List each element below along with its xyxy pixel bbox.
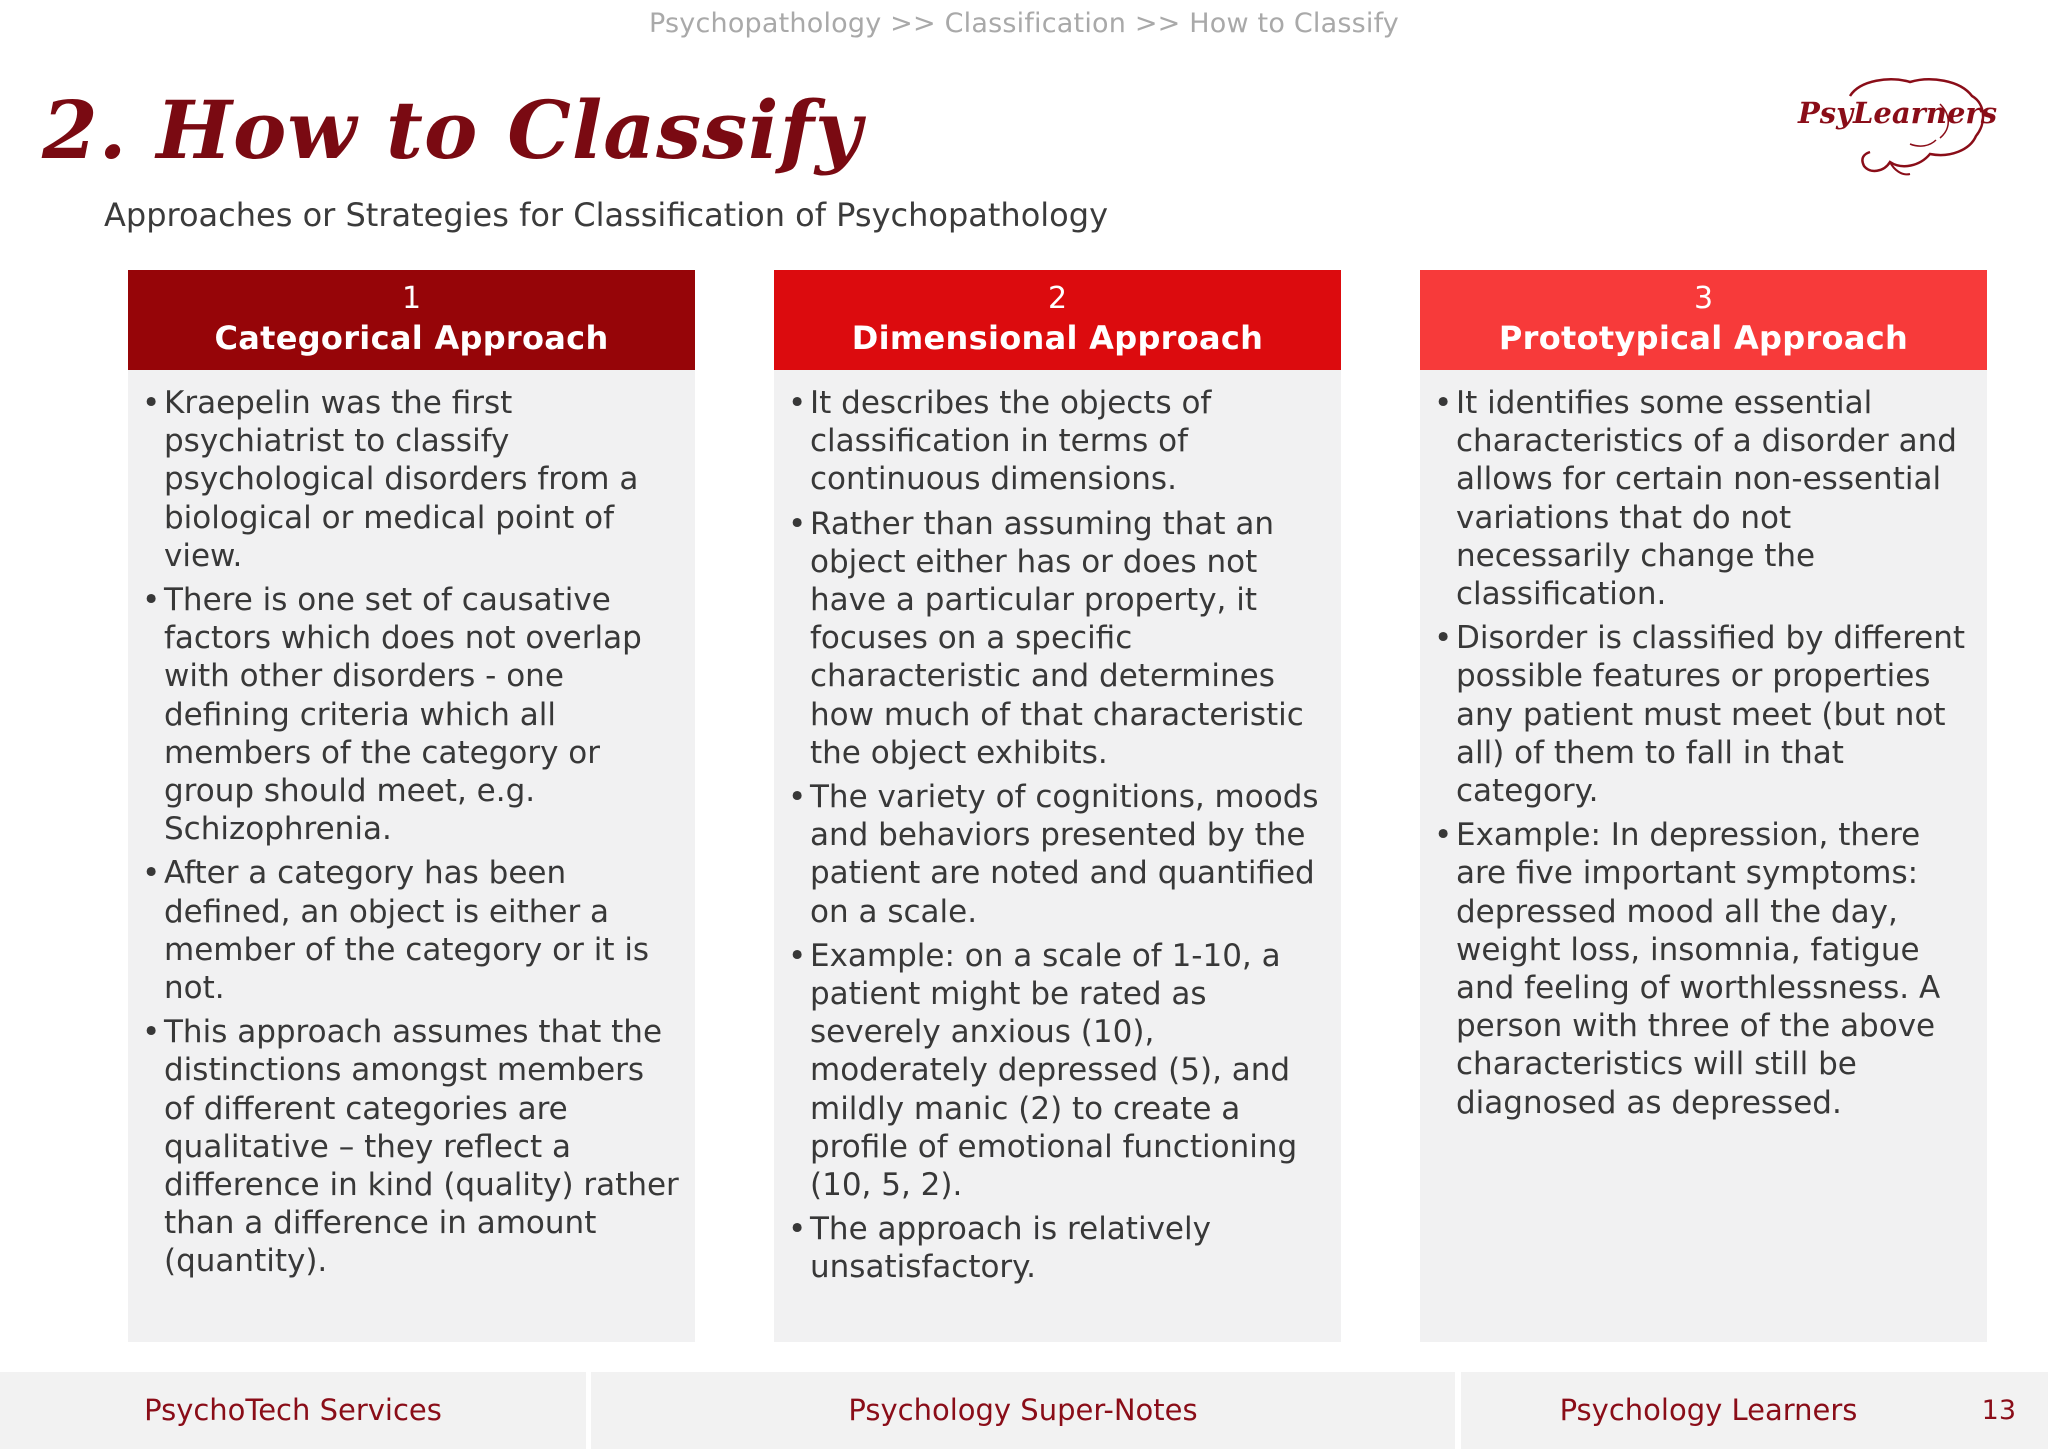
bullet-item: • It describes the objects of classification in terms of continuous dimensions. — [786, 384, 1327, 499]
bullet-item: • Example: In depression, there are five important symptoms: depressed mood all the day, weight loss, insomnia, fatigue and feeling of worthlessness. A person with three of the above characteristics will still be diagnosed as depressed. — [1432, 816, 1973, 1122]
bullet-item: • Disorder is classified by different possible features or properties any patient must meet (but not all) of them to fall in that category. — [1432, 619, 1973, 810]
bullet-item: • It identifies some essential characteristics of a disorder and allows for certain non-essential variations that do not necessarily change the classification. — [1432, 384, 1973, 613]
categorical-approach-card — [128, 270, 695, 1342]
breadcrumb: Psychopathology >> Classification >> How to Classify — [649, 8, 1399, 39]
card-title: Prototypical Approach — [1498, 319, 1909, 357]
psylearners-logo — [1790, 74, 1998, 184]
card-title: Dimensional Approach — [851, 319, 1264, 357]
bullet-item: • This approach assumes that the distinctions amongst members of different categories are qualitative – they reflect a difference in kind (quality) rather than a difference in amount (quantity). — [140, 1013, 681, 1280]
card-number: 3 — [1693, 281, 1714, 316]
bullet-item: • The approach is relatively unsatisfactory. — [786, 1210, 1327, 1286]
bullet-list — [1432, 384, 1973, 1122]
footer-link-psychology-super-notes[interactable]: Psychology Super-Notes — [591, 1372, 1455, 1449]
bullet-list — [786, 384, 1327, 1287]
card-body — [1420, 370, 1987, 1122]
bullet-item: • The variety of cognitions, moods and behaviors presented by the patient are noted and quantified on a scale. — [786, 778, 1327, 931]
bullet-item: • Rather than assuming that an object either has or does not have a particular property, it focuses on a specific characteristic and determines how much of that characteristic the object exhibits. — [786, 505, 1327, 772]
card-number: 2 — [1047, 281, 1068, 316]
bullet-item: • There is one set of causative factors which does not overlap with other disorders - one defining criteria which all members of the category or group should meet, e.g. Schizophrenia. — [140, 581, 681, 848]
card-title: Categorical Approach — [214, 319, 609, 357]
card-header — [774, 270, 1341, 370]
page-number: 13 — [1981, 1395, 2016, 1426]
logo-text: PsyLearners — [1798, 96, 1998, 130]
card-header — [128, 270, 695, 370]
page-subtitle: Approaches or Strategies for Classification of Psychopathology — [104, 196, 1108, 234]
dimensional-approach-card — [774, 270, 1341, 1342]
footer-link-psychology-learners[interactable] — [1461, 1372, 2048, 1449]
footer-link-psychotech-services[interactable]: PsychoTech Services — [0, 1372, 586, 1449]
bullet-item: • Kraepelin was the first psychiatrist to classify psychological disorders from a biological or medical point of view. — [140, 384, 681, 575]
page-title: 2. How to Classify — [42, 83, 863, 177]
bullet-list — [140, 384, 681, 1281]
prototypical-approach-card — [1420, 270, 1987, 1342]
card-header — [1420, 270, 1987, 370]
card-number: 1 — [401, 281, 422, 316]
bullet-item: • Example: on a scale of 1-10, a patient might be rated as severely anxious (10), moderately depressed (5), and mildly manic (2) to create a profile of emotional functioning (10, 5, 2). — [786, 937, 1327, 1204]
bullet-item: • After a category has been defined, an object is either a member of the category or it is not. — [140, 854, 681, 1007]
card-body — [128, 370, 695, 1281]
footer-link-label: Psychology Learners — [1559, 1393, 1858, 1427]
card-body — [774, 370, 1341, 1287]
footer — [0, 1372, 2048, 1449]
